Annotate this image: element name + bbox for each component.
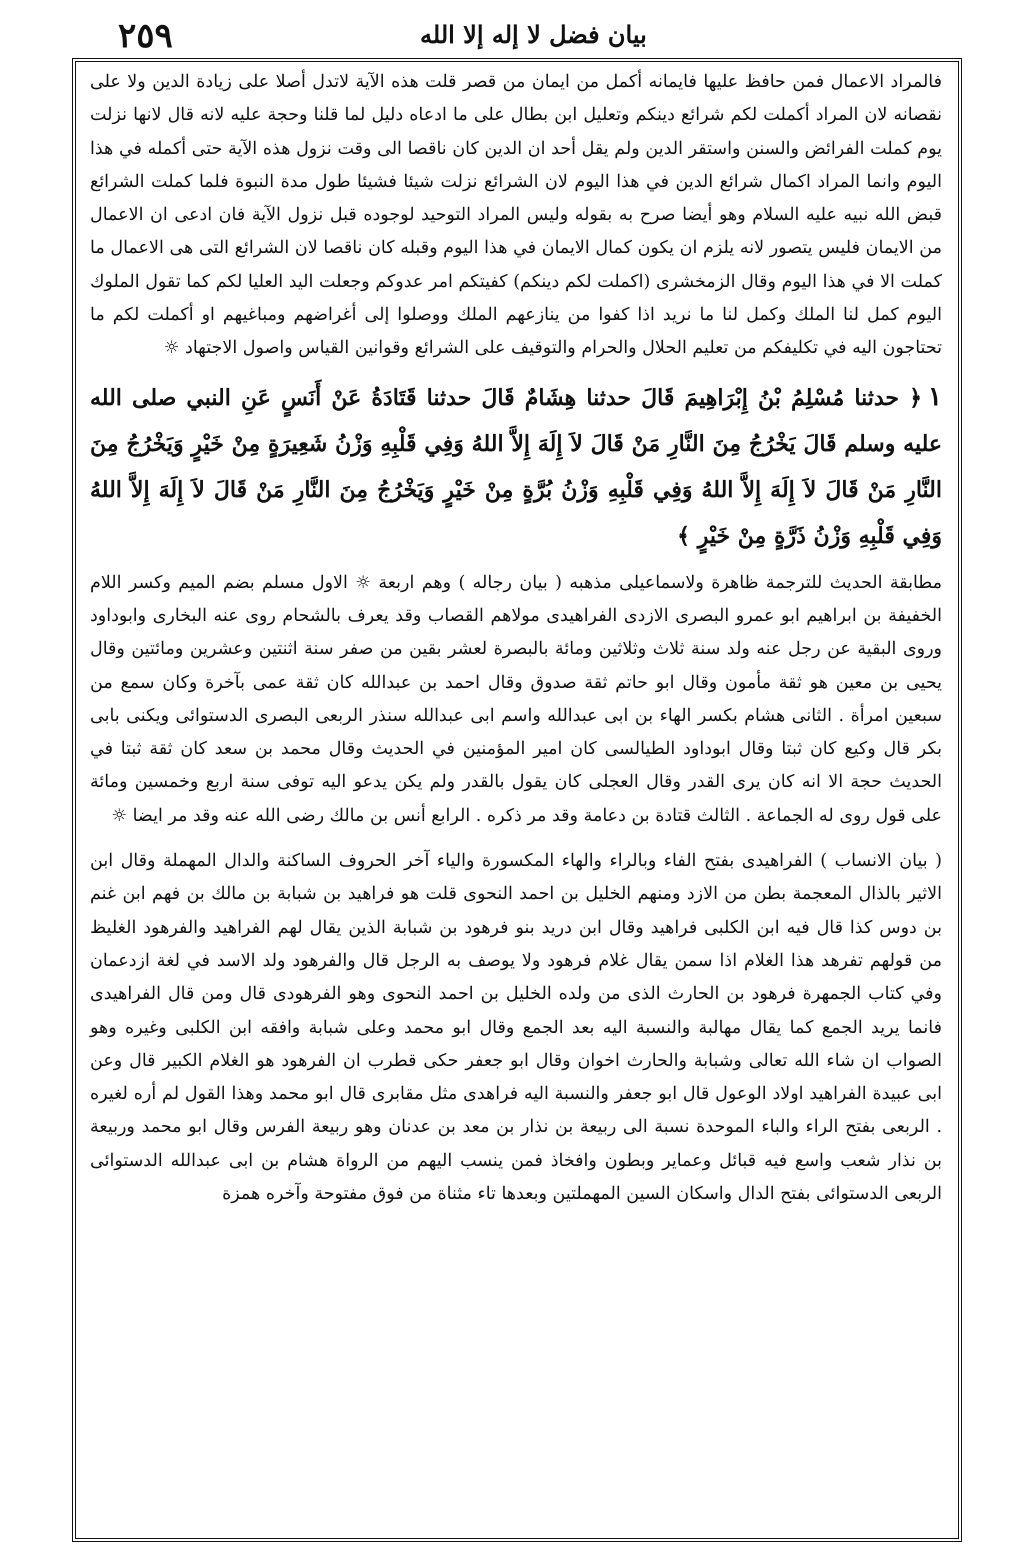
hadith-block <box>90 374 942 559</box>
hadith-number: ١ <box>928 381 942 412</box>
section-gap <box>90 366 942 374</box>
section-gap <box>90 559 942 567</box>
rijal-paragraph: مطابقة الحديث للترجمة ظاهرة ولاسماعيلى مذهبه ( بيان رجاله ) وهم اربعة ☼ الاول مسلم بضم الميم وكسر اللام الخفيفة بن ابراهيم ابو عمرو البصرى الازدى الفراهيدى مولاهم القصاب وقد يعرف بالشحام روى عنه البخارى وابوداود وروى البقية عن رجل عنه ولد سنة ثلاث وثلاثين ومائة بالبصرة لعشر بقين من صفر سنة اثنتين وعشرين ومائتين وقال يحيى بن معين هو ثقة مأمون وقال ابو حاتم ثقة صدوق وقال احمد بن عبدالله كان ثقة عمى بآخرة وكان سمع من سبعين امرأة . الثانى هشام بكسر الهاء بن ابى عبدالله واسم ابى عبدالله سنذر الربعى البصرى الدستوائى ويكنى بابى بكر قال وكيع كان ثبتا وقال ابوداود الطيالسى كان امير المؤمنين في الحديث وقال محمد بن سعد كان ثقة ثبتا في الحديث حجة الا انه كان يرى القدر وقال العجلى كان يقول بالقدر ولم يكن يدعو اليه توفى سنة اربع وخمسين ومائة على قول روى له الجماعة . الثالث قتادة بن دعامة وقد مر ذكره . الرابع أنس بن مالك رضى الله عنه وقد مر ايضا ☼ <box>90 572 942 826</box>
page-number: ٢٥٩ <box>118 16 173 56</box>
page-body <box>90 66 942 1211</box>
commentary-paragraph: فالمراد الاعمال فمن حافظ عليها فايمانه أكمل من ايمان من قصر قلت هذه الآية لاتدل أصلا على زيادة الدين ولا على نقصانه لان المراد أكملت لكم شرائع دينكم وتعليل ابن بطال على ما ادعاه دليل لما قلنا وحجة عليه لانه قال لانها نزلت يوم كملت الفرائض والسنن واستقر الدين ولم يقل أحد ان الدين كان ناقصا الى وقت نزول هذه الآية حتى أكمله في هذا اليوم وانما المراد اكمال شرائع الدين في هذا اليوم لان الشرائع نزلت شيئا فشيئا طول مدة النبوة فلما كملت الشرائع قبض الله نبيه عليه السلام وهو أيضا صرح به بقوله وليس المراد التوحيد لوجوده قبل نزول الآية فان ادعى ان الاعمال من الايمان فليس يتصور لانه يلزم ان يكون كمال الايمان في هذا اليوم وقبله كان ناقصا لان الشرائع التى هى الاعمال ما كملت الا في هذا اليوم وقال الزمخشرى (اكملت لكم دينكم) كفيتكم امر عدوكم وجعلت اليد العليا لكم كما تقول الملوك اليوم كمل لنا الملك وكمل لنا ما نريد اذا كفوا من ينازعهم الملك ووصلوا إلى أغراضهم ومباغيهم او أكملت لكم ما تحتاجون اليه في تكليفكم من تعليم الحلال والحرام والتوقيف على الشرائع وقوانين القياس واصول الاجتهاد ☼ <box>90 72 942 359</box>
running-title: بيان فضل لا إله إلا الله <box>420 20 647 49</box>
hadith-text: ﴿ حدثنا مُسْلِمُ بْنُ إِبْرَاهِيمَ قَالَ حدثنا هِشَامٌ قَالَ حدثنا قَتَادَةُ عَنْ أَنَسٍ عَنِ النبي صلى الله عليه وسلم قَالَ يَخْرُجُ مِنَ النَّارِ مَنْ قَالَ لاَ إِلَهَ إِلاَّ اللهُ وَفِي قَلْبِهِ وَزْنُ شَعِيرَةٍ مِنْ خَيْرٍ وَيَخْرُجُ مِنَ النَّارِ مَنْ قَالَ لاَ إِلَهَ إِلاَّ اللهُ وَفِي قَلْبِهِ وَزْنُ بُرَّةٍ مِنْ خَيْرٍ وَيَخْرُجُ مِنَ النَّارِ مَنْ قَالَ لاَ إِلَهَ إِلاَّ اللهُ وَفِي قَلْبِهِ وَزْنُ ذَرَّةٍ مِنْ خَيْرٍ ﴾ <box>90 384 942 549</box>
page-header <box>0 8 1033 58</box>
section-gap <box>90 833 942 845</box>
ansab-paragraph: ( بيان الانساب ) الفراهيدى بفتح الفاء وبالراء والهاء المكسورة والياء آخر الحروف الساكنة والدال المهملة وقال ابن الاثير بالذال المعجمة بطن من الازد ومنهم الخليل بن احمد النحوى قلت هو فراهيد بن شبابة بن مالك بن فهم ابن غنم بن دوس كذا قال فيه ابن الكلبى فراهيد وقال ابن دريد بنو فرهود بن شبابة الذين يقال لهم الفراهيد والفرهود الغليظ من قولهم تفرهد هذا الغلام اذا سمن يقال غلام فرهود ولا يوصف به الرجل قال والفرهود ولد الاسد في لغة ازدعمان وفي كتاب الجمهرة فرهود بن الحارث الذى من ولده الخليل بن احمد النحوى وهو الفرهودى قال ومن قال الفراهيدى فانما يريد الجمع كما يقال مهالبة والنسبة اليه بعد الجمع وقال ابو محمد وعلى شبابة وافقه ابن الكلبى وغيره وهو الصواب ان شاء الله تعالى وشبابة والحارث اخوان وقال ابو جعفر حكى قطرب ان الفرهود هو الغلام الكبير قال وعن ابى عبيدة الفراهيد اولاد الوعول قال ابو جعفر والنسبة اليه فراهدى مثل مقابرى قال ابو محمد وهذا القول لم أره لغيره . الربعى بفتح الراء والباء الموحدة نسبة الى ربيعة بن نذار بن معد بن عدنان وهو ربيعة الفرس وقال ابو محمد وربيعة بن نذار شعب واسع فيه قبائل وعماير وبطون وافخاذ فمن ينسب اليهم من الرواة هشام بن ابى عبدالله الدستوائى الربعى الدستوائى بفتح الدال واسكان السين المهملتين وبعدها تاء مثناة من فوق مفتوحة وآخره همزة <box>90 851 943 1205</box>
